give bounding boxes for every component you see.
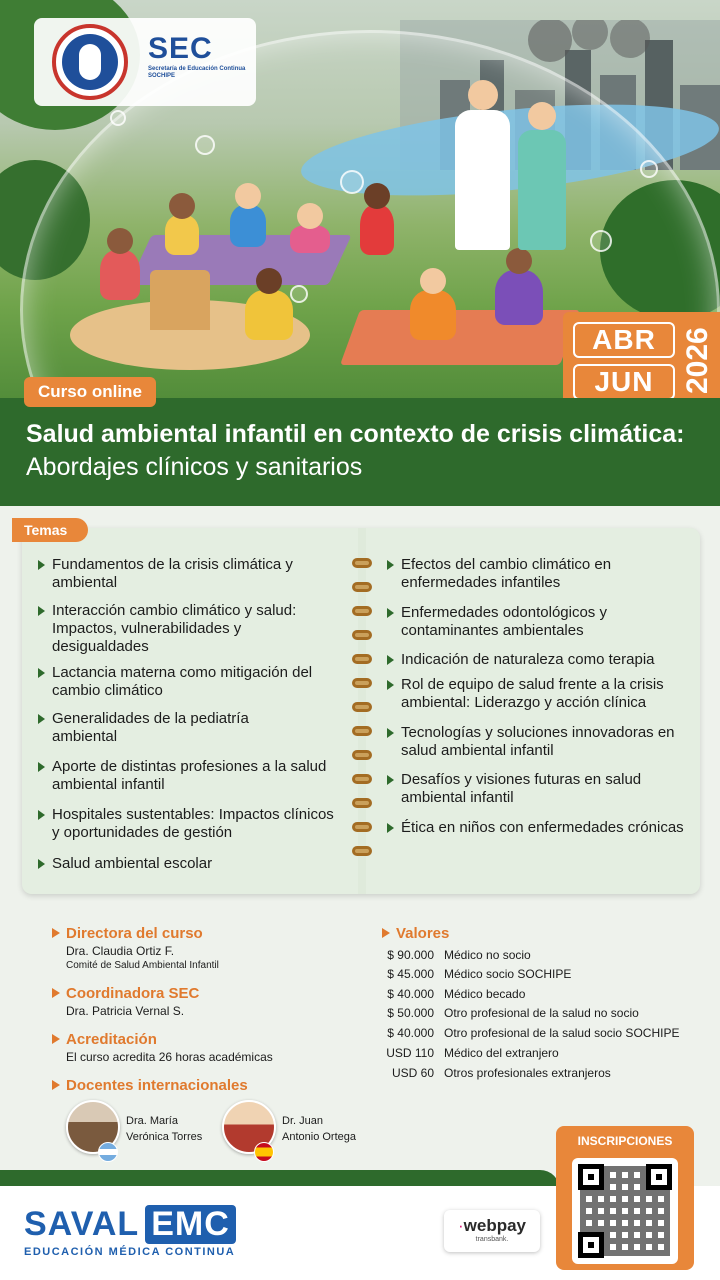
saval-logo bbox=[24, 1205, 236, 1258]
ring-icon bbox=[352, 774, 372, 784]
topic-item: Lactancia materna como mitigación del cambio climático bbox=[38, 664, 338, 700]
accreditation-text: El curso acredita 26 horas académicas bbox=[66, 1050, 273, 1064]
price-description: Otros profesionales extranjeros bbox=[444, 1066, 611, 1080]
price-description: Médico socio SOCHIPE bbox=[444, 967, 572, 981]
ring-icon bbox=[352, 582, 372, 592]
notebook-spine bbox=[358, 536, 366, 886]
emc-text: EMC bbox=[145, 1205, 236, 1244]
date-box bbox=[563, 312, 720, 410]
sochipe-logo bbox=[52, 24, 128, 100]
topic-item: Enfermedades odontológicos y contaminantes ambientales bbox=[387, 604, 687, 640]
spain-flag-icon bbox=[254, 1142, 274, 1162]
topic-item: Rol de equipo de salud frente a la crisis ambiental: Liderazgo y acción clínica bbox=[387, 676, 687, 712]
price-amount: $ 40.000 bbox=[387, 1026, 434, 1040]
price-amount: $ 45.000 bbox=[387, 967, 434, 981]
price-description: Médico del extranjero bbox=[444, 1046, 559, 1060]
course-title-bold: Salud ambiental infantil en contexto de crisis climática: bbox=[26, 420, 685, 448]
ring-icon bbox=[352, 630, 372, 640]
topic-item: Salud ambiental escolar bbox=[38, 855, 338, 873]
topic-item: Tecnologías y soluciones innovadoras en salud ambiental infantil bbox=[387, 724, 687, 760]
accreditation-heading: Acreditación bbox=[52, 1031, 157, 1048]
registration-box[interactable] bbox=[556, 1126, 694, 1270]
price-description: Médico no socio bbox=[444, 948, 531, 962]
director-heading: Directora del curso bbox=[52, 925, 203, 942]
qr-code-icon[interactable] bbox=[572, 1158, 678, 1264]
online-badge: Curso online bbox=[24, 377, 156, 407]
teacher2-line1: Dr. Juan bbox=[282, 1115, 323, 1127]
teacher2-name bbox=[282, 1113, 356, 1145]
argentina-flag-icon bbox=[98, 1142, 118, 1162]
registration-label: INSCRIPCIONES bbox=[577, 1134, 673, 1148]
webpay-dot: · bbox=[457, 1216, 464, 1235]
coordinator-name: Dra. Patricia Vernal S. bbox=[66, 1004, 185, 1018]
ring-icon bbox=[352, 846, 372, 856]
topic-item: Indicación de naturaleza como terapia bbox=[387, 651, 697, 669]
price-description: Otro profesional de la salud socio SOCHIPE bbox=[444, 1026, 680, 1040]
month-end: JUN bbox=[573, 364, 675, 400]
webpay-logo bbox=[444, 1210, 540, 1252]
month-start: ABR bbox=[573, 322, 675, 358]
topic-item: Generalidades de la pediatría ambiental bbox=[38, 710, 298, 746]
ring-icon bbox=[352, 654, 372, 664]
topic-item: Desafíos y visiones futuras en salud ambiental infantil bbox=[387, 771, 687, 807]
ring-icon bbox=[352, 750, 372, 760]
topic-item: Aporte de distintas profesiones a la salud ambiental infantil bbox=[38, 758, 338, 794]
ring-icon bbox=[352, 822, 372, 832]
ring-icon bbox=[352, 726, 372, 736]
course-title bbox=[26, 418, 706, 484]
director-role: Comité de Salud Ambiental Infantil bbox=[66, 960, 219, 971]
topic-item: Interacción cambio climático y salud: Impactos, vulnerabilidades y desigualdades bbox=[38, 602, 338, 656]
header-logos bbox=[34, 18, 256, 106]
saval-text: SAVAL bbox=[24, 1205, 140, 1243]
price-description: Otro profesional de la salud no socio bbox=[444, 1006, 639, 1020]
price-amount: USD 60 bbox=[391, 1066, 434, 1080]
teacher1-line2: Verónica Torres bbox=[126, 1131, 203, 1143]
price-amount: $ 90.000 bbox=[387, 948, 434, 962]
prices-heading: Valores bbox=[382, 925, 449, 942]
price-amount: $ 50.000 bbox=[387, 1006, 434, 1020]
sec-logo bbox=[148, 32, 258, 80]
director-name: Dra. Claudia Ortiz F. bbox=[66, 944, 175, 958]
year: 2026 bbox=[681, 327, 714, 394]
webpay-text: webpay bbox=[463, 1216, 527, 1235]
price-amount: USD 110 bbox=[386, 1046, 434, 1060]
coordinator-heading: Coordinadora SEC bbox=[52, 985, 199, 1002]
topic-item: Efectos del cambio climático en enfermedades infantiles bbox=[387, 556, 687, 592]
ring-icon bbox=[352, 606, 372, 616]
webpay-subtitle: transbank. bbox=[475, 1236, 509, 1243]
ring-icon bbox=[352, 798, 372, 808]
price-amount: $ 40.000 bbox=[387, 987, 434, 1001]
saval-subtitle: EDUCACIÓN MÉDICA CONTINUA bbox=[24, 1246, 236, 1258]
topic-item: Ética en niños con enfermedades crónicas bbox=[387, 819, 687, 837]
teacher1-name bbox=[126, 1113, 202, 1145]
topics-label: Temas bbox=[12, 518, 88, 542]
international-heading: Docentes internacionales bbox=[52, 1077, 248, 1094]
sec-logo-text: SEC bbox=[148, 32, 213, 65]
course-title-rest: Abordajes clínicos y sanitarios bbox=[26, 453, 363, 481]
topic-item: Hospitales sustentables: Impactos clínicos y oportunidades de gestión bbox=[38, 806, 338, 842]
sec-subtitle: Secretaría de Educación Continua SOCHIPE bbox=[148, 66, 246, 79]
teacher2-line2: Antonio Ortega bbox=[282, 1131, 356, 1143]
teacher1-line1: Dra. María bbox=[126, 1115, 178, 1127]
ring-icon bbox=[352, 702, 372, 712]
topic-item: Fundamentos de la crisis climática y ambiental bbox=[38, 556, 338, 592]
price-description: Médico becado bbox=[444, 987, 526, 1001]
ring-icon bbox=[352, 678, 372, 688]
ring-icon bbox=[352, 558, 372, 568]
